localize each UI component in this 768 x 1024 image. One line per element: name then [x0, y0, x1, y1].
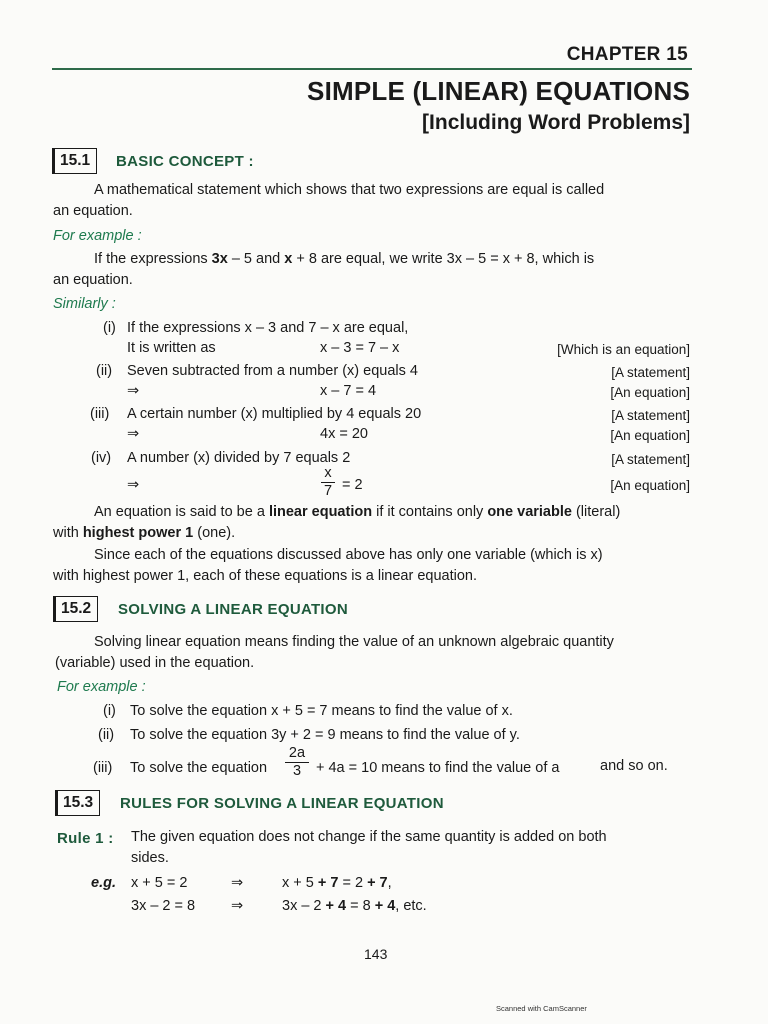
section-heading-solving: SOLVING A LINEAR EQUATION: [118, 601, 349, 618]
equation: x – 3 = 7 – x: [320, 340, 400, 356]
rule-text: sides.: [131, 850, 169, 866]
implies-symbol: ⇒: [127, 383, 140, 399]
paragraph-line: An equation is said to be a linear equation if it contains only one variable (literal): [94, 504, 621, 520]
item-number: (ii): [98, 727, 115, 743]
item-text: If the expressions x – 3 and 7 – x are equal,: [127, 320, 409, 336]
page-title: SIMPLE (LINEAR) EQUATIONS: [307, 76, 690, 106]
equation: 4x = 20: [320, 426, 368, 442]
section-number-15-3: 15.3: [55, 790, 100, 816]
for-example-label: For example :: [53, 228, 142, 244]
similarly-label: Similarly :: [53, 296, 116, 312]
note: [A statement]: [611, 452, 690, 467]
note: [Which is an equation]: [557, 342, 690, 357]
for-example-label: For example :: [57, 679, 146, 695]
item-text: It is written as: [127, 340, 216, 356]
header-rule: [52, 68, 692, 70]
paragraph-line: an equation.: [53, 272, 133, 288]
implies-symbol: ⇒: [231, 898, 244, 914]
paragraph-line: Since each of the equations discussed above has only one variable (which is x): [94, 547, 603, 563]
paragraph-line: with highest power 1 (one).: [53, 525, 236, 541]
item-number: (ii): [96, 363, 113, 379]
rule-label: Rule 1 :: [57, 830, 114, 847]
fraction-denominator: 7: [323, 483, 333, 499]
section-number-15-2: 15.2: [53, 596, 98, 622]
paragraph-line: If the expressions 3x – 5 and x + 8 are equal, we write 3x – 5 = x + 8, which is: [94, 251, 595, 267]
rule-text: The given equation does not change if the same quantity is added on both: [131, 829, 607, 845]
paragraph-line: Solving linear equation means finding the value of an unknown algebraic quantity: [94, 634, 614, 650]
note: [An equation]: [610, 428, 690, 443]
scanner-watermark: Scanned with CamScanner: [496, 1004, 587, 1013]
fraction-numerator: 2a: [288, 745, 306, 761]
item-number: (iv): [91, 450, 112, 466]
implies-symbol: ⇒: [127, 426, 140, 442]
item-number: (i): [103, 703, 116, 719]
page-subtitle: [Including Word Problems]: [422, 111, 690, 134]
fraction-numerator: x: [324, 465, 332, 481]
item-text: To solve the equation: [130, 760, 268, 776]
item-text: To solve the equation x + 5 = 7 means to find the value of x.: [130, 703, 513, 719]
equation: = 2: [342, 477, 363, 493]
implies-symbol: ⇒: [231, 875, 244, 891]
section-heading-rules: RULES FOR SOLVING A LINEAR EQUATION: [120, 795, 444, 812]
paragraph-line: (variable) used in the equation.: [55, 655, 255, 671]
item-text: A certain number (x) multiplied by 4 equals 20: [127, 406, 422, 422]
chapter-label: CHAPTER 15: [566, 44, 688, 65]
note: [An equation]: [610, 385, 690, 400]
paragraph-line: with highest power 1, each of these equations is a linear equation.: [53, 568, 477, 584]
equation: x – 7 = 4: [320, 383, 377, 399]
paragraph-line: an equation.: [53, 203, 133, 219]
item-number: (iii): [93, 760, 113, 776]
implies-symbol: ⇒: [127, 477, 140, 493]
item-number: (iii): [90, 406, 110, 422]
page-number: 143: [364, 946, 388, 962]
item-text: + 4a = 10 means to find the value of a: [316, 760, 560, 776]
equation: x + 5 + 7 = 2 + 7,: [282, 875, 392, 891]
fraction: [285, 746, 309, 779]
item-text: To solve the equation 3y + 2 = 9 means to find the value of y.: [130, 727, 520, 743]
equation: 3x – 2 + 4 = 8 + 4, etc.: [282, 898, 427, 914]
eg-label: e.g.: [91, 875, 116, 891]
section-heading-basic-concept: BASIC CONCEPT :: [116, 153, 254, 170]
equation: x + 5 = 2: [131, 875, 188, 891]
item-number: (i): [103, 320, 116, 336]
item-text: A number (x) divided by 7 equals 2: [127, 450, 351, 466]
note: [An equation]: [610, 478, 690, 493]
fraction: [321, 466, 335, 499]
item-text: and so on.: [600, 758, 668, 774]
section-number-15-1: 15.1: [52, 148, 97, 174]
equation: 3x – 2 = 8: [131, 898, 196, 914]
fraction-denominator: 3: [292, 763, 302, 779]
note: [A statement]: [611, 365, 690, 380]
item-text: Seven subtracted from a number (x) equals 4: [127, 363, 418, 379]
paragraph-line: A mathematical statement which shows that two expressions are equal is called: [94, 182, 605, 198]
note: [A statement]: [611, 408, 690, 423]
